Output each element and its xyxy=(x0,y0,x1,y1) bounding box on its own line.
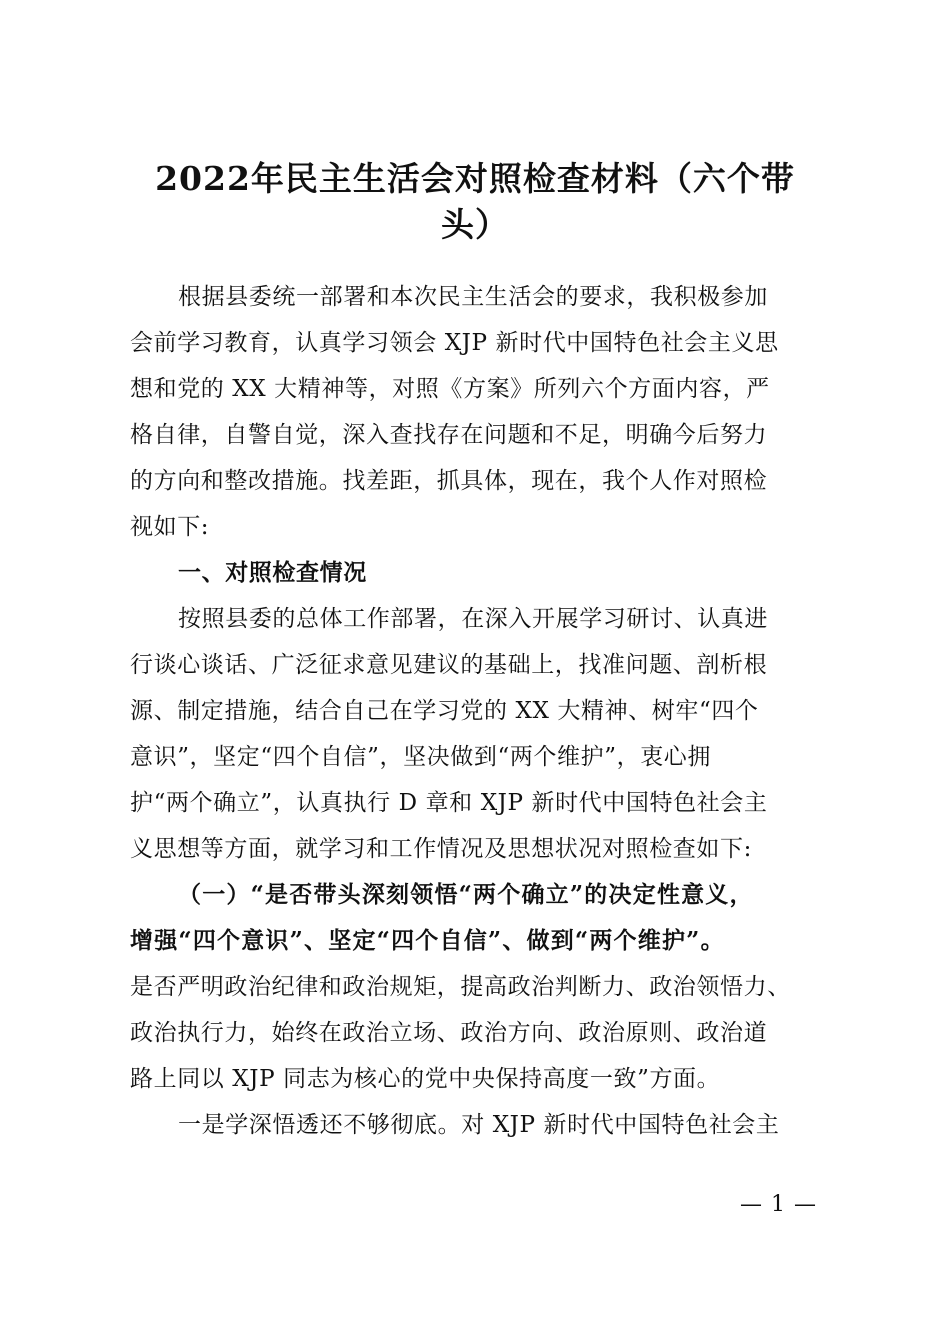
section-paragraph-line: 护“两个确立”，认真执行 D 章和 XJP 新时代中国特色社会主 xyxy=(130,790,768,816)
intro-paragraph-line: 想和党的 XX 大精神等，对照《方案》所列六个方面内容，严 xyxy=(130,376,770,402)
document-body xyxy=(130,274,830,1148)
section-paragraph-line: 按照县委的总体工作部署，在深入开展学习研讨、认真进 xyxy=(178,606,768,632)
section-paragraph-line: 意识”，坚定“四个自信”，坚决做到“两个维护”，衷心拥 xyxy=(130,744,711,770)
intro-paragraph-line: 会前学习教育，认真学习领会 XJP 新时代中国特色社会主义思 xyxy=(130,330,779,356)
subsection-heading-line: （一）“是否带头深刻领悟“两个确立”的决定性意义， xyxy=(178,881,754,908)
title-line: 2022年民主生活会对照检查材料（六个带 xyxy=(155,159,795,198)
document-title xyxy=(130,156,820,248)
page-number: — 1 — xyxy=(740,1192,817,1217)
section-paragraph-line: 源、制定措施，结合自己在学习党的 XX 大精神、树牢“四个 xyxy=(130,698,759,724)
intro-paragraph-line: 视如下: xyxy=(130,514,210,540)
intro-paragraph-line: 根据县委统一部署和本次民主生活会的要求，我积极参加 xyxy=(178,284,768,310)
subsection-paragraph-line: 路上同以 XJP 同志为核心的党中央保持高度一致”方面。 xyxy=(130,1066,721,1092)
section-paragraph-line: 行谈心谈话、广泛征求意见建议的基础上，找准问题、剖析根 xyxy=(130,652,768,678)
intro-paragraph-line: 格自律，自警自觉，深入查找存在问题和不足，明确今后努力 xyxy=(130,422,768,448)
subsection-heading-line: 增强“四个意识”、坚定“四个自信”、做到“两个维护”。 xyxy=(130,927,725,954)
section-heading: 一、对照检查情况 xyxy=(178,560,367,586)
point-paragraph-line: 一是学深悟透还不够彻底。对 XJP 新时代中国特色社会主 xyxy=(178,1112,780,1138)
section-paragraph-line: 义思想等方面，就学习和工作情况及思想状况对照检查如下: xyxy=(130,836,752,862)
title-line: 头） xyxy=(441,205,509,244)
subsection-paragraph-line: 政治执行力，始终在政治立场、政治方向、政治原则、政治道 xyxy=(130,1020,768,1046)
intro-paragraph-line: 的方向和整改措施。找差距，抓具体，现在，我个人作对照检 xyxy=(130,468,768,494)
subsection-paragraph-line: 是否严明政治纪律和政治规矩，提高政治判断力、政治领悟力、 xyxy=(130,974,791,1000)
